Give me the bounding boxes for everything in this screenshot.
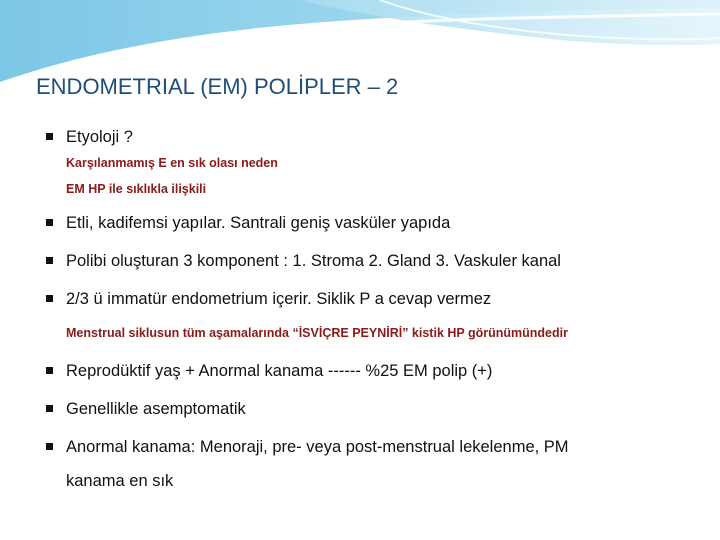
- bullet-text: Etli, kadifemsi yapılar. Santrali geniş vasküler yapıda: [66, 214, 451, 232]
- bullet-continuation: kanama en sık: [66, 472, 174, 490]
- sub-note: EM HP ile sıklıkla ilişkili: [66, 182, 207, 196]
- bullet-item: [46, 126, 706, 148]
- bullet-text: Polibi oluşturan 3 komponent : 1. Stroma 2. Gland 3. Vaskuler kanal: [66, 252, 561, 270]
- bullet-text: Anormal kanama: Menoraji, pre- veya post-menstrual lekelenme, PM: [66, 438, 569, 456]
- bullet-item: [46, 288, 706, 310]
- bullet-item: [46, 360, 706, 382]
- square-bullet-icon: [46, 405, 53, 412]
- slide-title: ENDOMETRIAL (EM) POLİPLER – 2: [36, 74, 399, 99]
- sub-note: Karşılanmamış E en sık olası neden: [66, 156, 278, 170]
- bullet-text: Etyoloji ?: [66, 128, 133, 146]
- square-bullet-icon: [46, 257, 53, 264]
- bullet-text: 2/3 ü immatür endometrium içerir. Siklik P a cevap vermez: [66, 290, 492, 308]
- bullet-text: Genellikle asemptomatik: [66, 400, 246, 418]
- square-bullet-icon: [46, 219, 53, 226]
- square-bullet-icon: [46, 133, 53, 140]
- bullet-item: [46, 212, 706, 234]
- bullet-item: [46, 250, 706, 272]
- bullet-item: [46, 398, 706, 420]
- bullet-item: [46, 436, 706, 458]
- square-bullet-icon: [46, 295, 53, 302]
- slide-content: [46, 126, 706, 492]
- bullet-text: Reprodüktif yaş + Anormal kanama ------ %25 EM polip (+): [66, 362, 493, 380]
- sub-note: Menstrual siklusun tüm aşamalarında “İSVİÇRE PEYNİRİ” kistik HP görünümündedir: [66, 326, 568, 340]
- square-bullet-icon: [46, 367, 53, 374]
- square-bullet-icon: [46, 443, 53, 450]
